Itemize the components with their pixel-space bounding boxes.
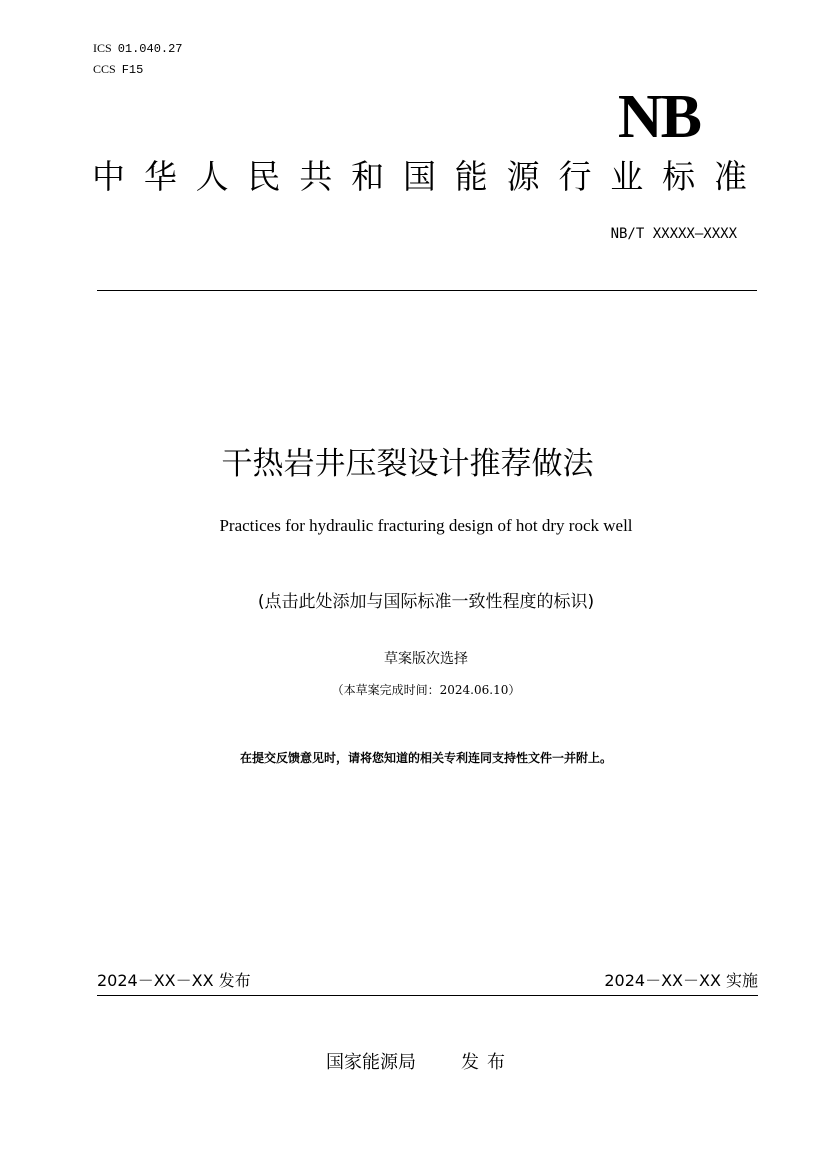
standard-category-char: 华 bbox=[143, 157, 177, 196]
header-divider bbox=[97, 290, 757, 291]
standard-number: NB/T XXXXX—XXXX bbox=[610, 226, 737, 242]
standard-category-char: 人 bbox=[195, 157, 229, 196]
standard-category-char: 和 bbox=[351, 157, 385, 196]
standard-category-char: 业 bbox=[610, 157, 644, 196]
ics-label: ICS bbox=[93, 41, 112, 55]
standard-category-char: 中 bbox=[92, 157, 125, 196]
consistency-note[interactable]: (点击此处添加与国际标准一致性程度的标识) bbox=[257, 592, 595, 612]
document-title-en: Practices for hydraulic fracturing design of hot dry rock well bbox=[219, 516, 633, 535]
ics-code: 01.040.27 bbox=[117, 42, 183, 56]
standard-category-char: 能 bbox=[454, 157, 488, 196]
ccs-code-line bbox=[93, 62, 143, 77]
publisher: 国家能源局 bbox=[326, 1052, 416, 1073]
ccs-code: F15 bbox=[121, 63, 144, 77]
standard-category-char: 标 bbox=[662, 157, 696, 196]
standard-category-char: 行 bbox=[558, 157, 592, 196]
standard-category-char: 源 bbox=[506, 157, 540, 196]
publish-action: 发布 bbox=[461, 1052, 513, 1073]
standard-category-title bbox=[92, 157, 747, 197]
patent-feedback-note: 在提交反馈意见时，请将您知道的相关专利连同支持性文件一并附上。 bbox=[239, 751, 612, 765]
ics-code-line bbox=[93, 41, 183, 56]
standard-category-char: 准 bbox=[713, 157, 747, 196]
standard-category-char: 共 bbox=[299, 157, 333, 196]
implementation-date: 2024－XX－XX 实施 bbox=[604, 971, 758, 990]
document-title-cn: 干热岩井压裂设计推荐做法 bbox=[221, 446, 594, 482]
footer-divider bbox=[97, 995, 758, 996]
standard-category-char: 国 bbox=[402, 157, 436, 196]
draft-completion-date: （本草案完成时间：2024.06.10） bbox=[331, 683, 521, 697]
release-date: 2024－XX－XX 发布 bbox=[97, 971, 251, 990]
draft-version[interactable]: 草案版次选择 bbox=[384, 651, 468, 667]
ccs-label: CCS bbox=[93, 62, 116, 76]
standard-category-char: 民 bbox=[247, 157, 281, 196]
nb-logo: NB bbox=[617, 83, 700, 151]
